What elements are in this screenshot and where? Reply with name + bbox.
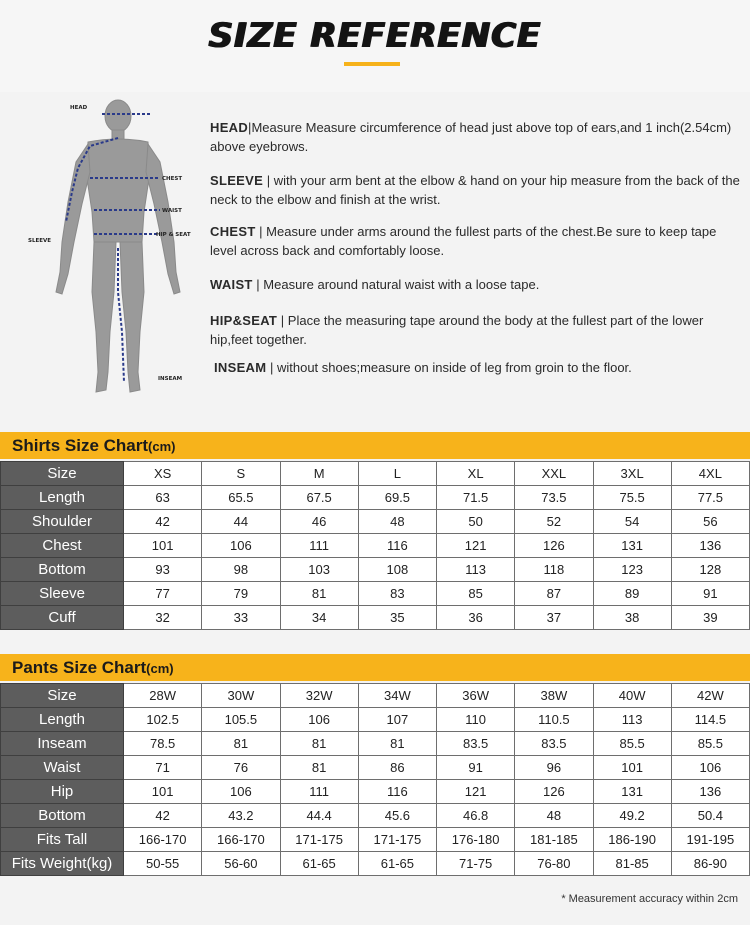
table-row [1,684,750,708]
table-row [1,780,750,804]
table-cell: 69.5 [358,486,436,510]
table-cell: 54 [593,510,671,534]
table-cell: 79 [202,582,280,606]
table-cell: 76-80 [515,852,593,876]
table-cell: 176-180 [437,828,515,852]
table-row [1,558,750,582]
table-cell: 108 [358,558,436,582]
table-cell: 83.5 [437,732,515,756]
footnote: * Measurement accuracy within 2cm [561,893,738,905]
table-cell: 73.5 [515,486,593,510]
table-cell: 75.5 [593,486,671,510]
table-row [1,606,750,630]
table-cell: 93 [124,558,202,582]
table-cell: 105.5 [202,708,280,732]
table-cell: 42 [124,510,202,534]
table-cell: 113 [437,558,515,582]
table-cell: 128 [671,558,749,582]
table-cell: 71-75 [437,852,515,876]
table-cell: 48 [358,510,436,534]
table-cell: 186-190 [593,828,671,852]
table-cell: 35 [358,606,436,630]
table-cell: 166-170 [202,828,280,852]
row-header-cell: Cuff [1,606,124,630]
table-row [1,534,750,558]
table-cell: 107 [358,708,436,732]
pants-chart-title: Pants Size Chart(cm) [12,658,174,677]
row-header-cell: Fits Tall [1,828,124,852]
table-cell: 61-65 [358,852,436,876]
table-cell: 171-175 [280,828,358,852]
table-cell: 49.2 [593,804,671,828]
table-cell: 81-85 [593,852,671,876]
table-cell: 98 [202,558,280,582]
table-cell: 34 [280,606,358,630]
row-header-cell: Size [1,684,124,708]
table-cell: 56-60 [202,852,280,876]
table-cell: 83 [358,582,436,606]
table-cell: 61-65 [280,852,358,876]
table-cell: 101 [124,534,202,558]
table-cell: 65.5 [202,486,280,510]
table-cell: 36W [437,684,515,708]
table-row [1,462,750,486]
table-cell: 34W [358,684,436,708]
table-cell: 48 [515,804,593,828]
table-cell: 114.5 [671,708,749,732]
figure-label-head: HEAD [70,105,88,111]
table-cell: 56 [671,510,749,534]
table-cell: 78.5 [124,732,202,756]
table-cell: 71.5 [437,486,515,510]
table-row [1,582,750,606]
table-cell: 46.8 [437,804,515,828]
table-cell: M [280,462,358,486]
table-row [1,486,750,510]
table-cell: 96 [515,756,593,780]
table-cell: 110.5 [515,708,593,732]
table-cell: 136 [671,534,749,558]
table-cell: 85 [437,582,515,606]
table-row [1,708,750,732]
figure-label-hip: HIP & SEAT [156,232,191,238]
table-cell: 43.2 [202,804,280,828]
table-cell: 32W [280,684,358,708]
row-header-cell: Length [1,708,124,732]
measurement-chest: CHEST | Measure under arms around the fullest parts of the chest.Be sure to keep tape level across back and comfortably loose. [210,224,717,258]
table-cell: 86-90 [671,852,749,876]
row-header-cell: Shoulder [1,510,124,534]
table-cell: 77 [124,582,202,606]
table-cell: 46 [280,510,358,534]
pants-chart-header [0,654,750,681]
row-header-cell: Hip [1,780,124,804]
table-cell: 111 [280,534,358,558]
table-cell: 40W [593,684,671,708]
table-cell: S [202,462,280,486]
table-cell: 76 [202,756,280,780]
table-cell: XS [124,462,202,486]
table-cell: 28W [124,684,202,708]
table-cell: 123 [593,558,671,582]
table-cell: 50-55 [124,852,202,876]
table-cell: 85.5 [671,732,749,756]
table-cell: 42 [124,804,202,828]
table-cell: 103 [280,558,358,582]
row-header-cell: Length [1,486,124,510]
table-cell: 89 [593,582,671,606]
shirts-size-table [0,461,750,630]
table-cell: 33 [202,606,280,630]
table-cell: 67.5 [280,486,358,510]
row-header-cell: Waist [1,756,124,780]
table-cell: 44 [202,510,280,534]
table-row [1,732,750,756]
measurement-inseam: INSEAM | without shoes;measure on inside of leg from groin to the floor. [214,360,632,375]
table-cell: 81 [280,756,358,780]
row-header-cell: Sleeve [1,582,124,606]
table-cell: 166-170 [124,828,202,852]
table-cell: 191-195 [671,828,749,852]
table-cell: 81 [202,732,280,756]
figure-label-inseam: INSEAM [158,376,183,382]
table-cell: 102.5 [124,708,202,732]
table-cell: 91 [437,756,515,780]
table-cell: L [358,462,436,486]
table-cell: 111 [280,780,358,804]
table-cell: 126 [515,780,593,804]
shirts-chart-title: Shirts Size Chart(cm) [12,436,176,455]
table-cell: 50.4 [671,804,749,828]
table-cell: 3XL [593,462,671,486]
table-cell: 113 [593,708,671,732]
table-cell: 77.5 [671,486,749,510]
table-cell: 81 [358,732,436,756]
table-cell: 52 [515,510,593,534]
pants-size-table [0,683,750,876]
table-row [1,756,750,780]
table-cell: 106 [671,756,749,780]
table-cell: 116 [358,534,436,558]
table-row [1,852,750,876]
measurement-hip-seat: HIP&SEAT | Place the measuring tape around the body at the fullest part of the lower hip,feet together. [210,313,704,347]
measurement-head: HEAD|Measure Measure circumference of head just above top of ears,and 1 inch(2.54cm) above eyebrows. [210,120,732,154]
table-cell: 101 [593,756,671,780]
table-cell: 106 [280,708,358,732]
table-cell: 32 [124,606,202,630]
row-header-cell: Bottom [1,558,124,582]
table-cell: 38W [515,684,593,708]
table-cell: 71 [124,756,202,780]
table-cell: 106 [202,780,280,804]
table-cell: 131 [593,780,671,804]
table-cell: XXL [515,462,593,486]
row-header-cell: Size [1,462,124,486]
table-cell: 136 [671,780,749,804]
table-cell: 83.5 [515,732,593,756]
table-cell: 38 [593,606,671,630]
table-row [1,828,750,852]
measurement-waist: WAIST | Measure around natural waist with a loose tape. [210,277,540,292]
table-cell: 116 [358,780,436,804]
table-cell: 86 [358,756,436,780]
table-cell: 4XL [671,462,749,486]
table-cell: 118 [515,558,593,582]
table-cell: 181-185 [515,828,593,852]
figure-label-sleeve: SLEEVE [28,238,51,244]
figure-label-chest: CHEST [162,176,183,182]
table-row [1,804,750,828]
page-title: SIZE REFERENCE [208,16,542,56]
table-cell: XL [437,462,515,486]
table-cell: 121 [437,534,515,558]
table-cell: 131 [593,534,671,558]
table-cell: 36 [437,606,515,630]
table-cell: 91 [671,582,749,606]
measurement-sleeve: SLEEVE | with your arm bent at the elbow & hand on your hip measure from the back of the neck to the elbow and finish at the wrist. [210,173,740,207]
table-cell: 171-175 [358,828,436,852]
table-cell: 101 [124,780,202,804]
table-cell: 39 [671,606,749,630]
table-cell: 42W [671,684,749,708]
table-cell: 45.6 [358,804,436,828]
table-cell: 126 [515,534,593,558]
table-cell: 106 [202,534,280,558]
table-cell: 85.5 [593,732,671,756]
shirts-chart-header [0,432,750,459]
figure-label-waist: WAIST [162,208,182,214]
table-cell: 87 [515,582,593,606]
table-cell: 63 [124,486,202,510]
row-header-cell: Fits Weight(kg) [1,852,124,876]
table-cell: 81 [280,732,358,756]
table-cell: 110 [437,708,515,732]
table-cell: 30W [202,684,280,708]
table-cell: 37 [515,606,593,630]
title-underline [344,62,400,66]
table-cell: 44.4 [280,804,358,828]
table-row [1,510,750,534]
table-cell: 50 [437,510,515,534]
row-header-cell: Inseam [1,732,124,756]
row-header-cell: Chest [1,534,124,558]
table-cell: 121 [437,780,515,804]
table-cell: 81 [280,582,358,606]
body-figure [10,92,200,402]
row-header-cell: Bottom [1,804,124,828]
